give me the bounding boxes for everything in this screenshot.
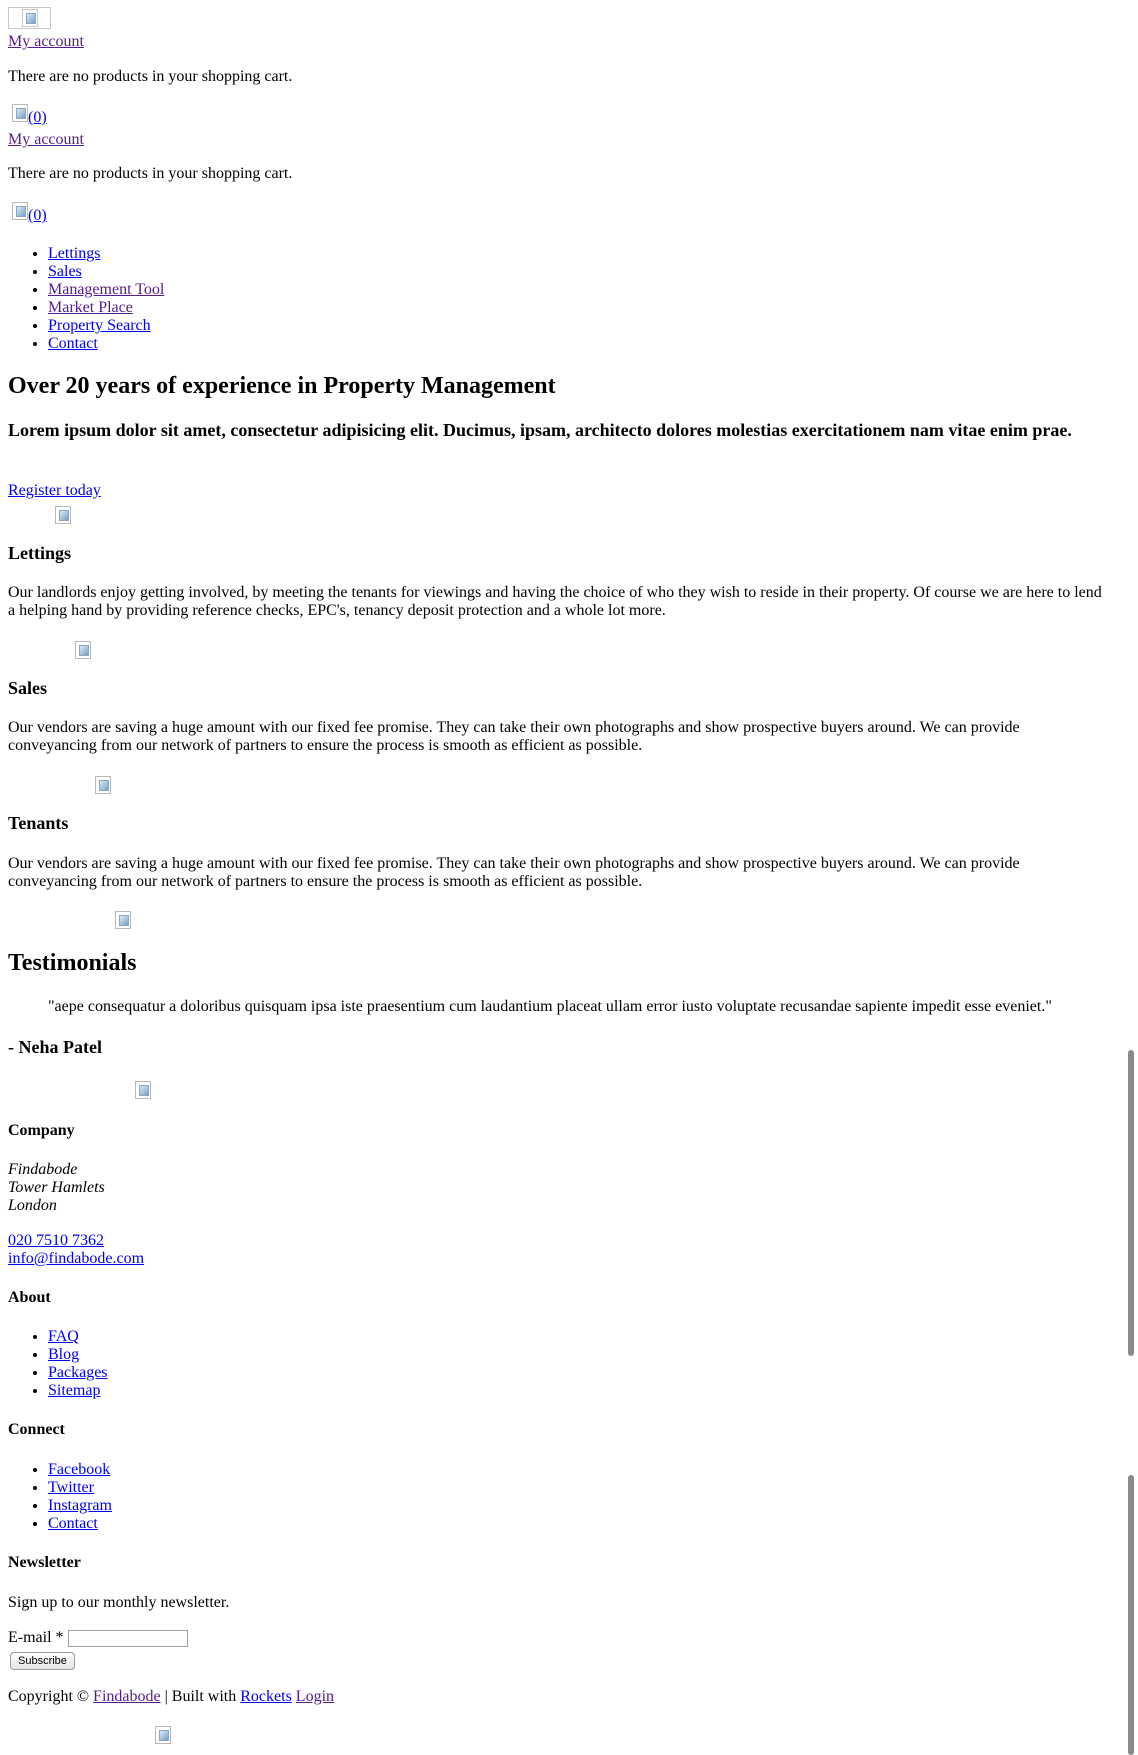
- footer-company-title: Company: [8, 1122, 75, 1139]
- cart-widget-mobile: [12, 202, 47, 225]
- hero-image-icon: [55, 506, 71, 524]
- footer-connect-item: [48, 1497, 112, 1515]
- company-email-link[interactable]: info@findabode.com: [8, 1250, 145, 1267]
- scrollbar-thumb-lower[interactable]: [1128, 1475, 1134, 1755]
- copyright-brand-link[interactable]: Findabode: [93, 1688, 161, 1705]
- footer-about-item: [48, 1364, 108, 1382]
- sales-image-icon: [75, 641, 91, 659]
- testimonial-quote: "aepe consequatur a doloribus quisquam ipsa iste praesentium cum laudantium placeat ullam error iusto voluptate recusandae sapiente impedit esse eveniet.": [48, 998, 1052, 1015]
- cart-icon: [12, 104, 28, 122]
- nav-link-market-place[interactable]: Market Place: [48, 299, 133, 316]
- copyright-line: [8, 1688, 334, 1706]
- footer-about-item: [48, 1382, 108, 1400]
- service-title-sales: Sales: [8, 678, 48, 698]
- my-account-link-mobile[interactable]: My account: [8, 131, 84, 148]
- newsletter-form: [8, 1629, 188, 1647]
- service-title-tenants: Tenants: [8, 813, 69, 833]
- hero-title: Over 20 years of experience in Property Management: [8, 373, 556, 399]
- nav-item-sales: [48, 263, 164, 281]
- nav-item-management-tool: [48, 281, 164, 299]
- tenants-image-icon: [95, 776, 111, 794]
- nav-link-contact[interactable]: Contact: [48, 335, 98, 352]
- nav-item-market-place: [48, 299, 164, 317]
- copyright-mid: | Built with: [160, 1688, 241, 1705]
- footer-connect-item: [48, 1479, 112, 1497]
- hero-subtitle: Lorem ipsum dolor sit amet, consectetur adipisicing elit. Ducimus, ipsam, architecto dolores molestias exercitationem nam vitae enim prae.: [8, 420, 1072, 440]
- email-label: E-mail *: [8, 1629, 64, 1646]
- footer-link-instagram[interactable]: Instagram: [48, 1497, 112, 1514]
- footer-image-icon: [135, 1081, 151, 1099]
- nav-link-lettings[interactable]: Lettings: [48, 245, 101, 262]
- main-navigation: [8, 245, 164, 353]
- testimonials-image-icon: [115, 911, 131, 929]
- nav-item-contact: [48, 335, 164, 353]
- service-text-sales: Our vendors are saving a huge amount with our fixed fee promise. They can take their own photographs and show prospective buyers around. We can provide conveyancing from our network of partners to ensure the process is smooth as efficient as possible.: [8, 719, 1020, 754]
- address-line-city: London: [8, 1197, 57, 1214]
- newsletter-email-input[interactable]: [68, 1630, 188, 1647]
- service-text-lettings: Our landlords enjoy getting involved, by meeting the tenants for viewings and having the choice of who they wish to reside in their property. Of course we are here to lend a helping hand by providing reference checks, EPC's, tenancy deposit protection and a whole lot more.: [8, 584, 1102, 619]
- nav-item-lettings: [48, 245, 164, 263]
- cart-count-link[interactable]: (0): [28, 109, 47, 126]
- testimonials-title: Testimonials: [8, 950, 137, 976]
- cart-empty-text: There are no products in your shopping cart.: [8, 68, 293, 85]
- address-line-name: Findabode: [8, 1161, 78, 1178]
- newsletter-text: Sign up to our monthly newsletter.: [8, 1594, 230, 1611]
- footer-connect-title: Connect: [8, 1421, 65, 1438]
- cart-count-link-mobile[interactable]: (0): [28, 207, 47, 224]
- register-today-link[interactable]: Register today: [8, 482, 101, 499]
- footer-about-item: [48, 1328, 108, 1346]
- footer-about-item: [48, 1346, 108, 1364]
- scrollbar-thumb-upper[interactable]: [1128, 1050, 1134, 1356]
- built-with-link[interactable]: Rockets: [240, 1688, 292, 1705]
- footer-connect-item: [48, 1461, 112, 1479]
- site-logo[interactable]: [8, 7, 51, 29]
- footer-link-faq[interactable]: FAQ: [48, 1328, 79, 1345]
- company-phone-link[interactable]: 020 7510 7362: [8, 1232, 104, 1249]
- footer-connect-item: [48, 1515, 112, 1533]
- footer-link-facebook[interactable]: Facebook: [48, 1461, 111, 1478]
- footer-link-contact[interactable]: Contact: [48, 1515, 98, 1532]
- service-title-lettings: Lettings: [8, 543, 71, 563]
- footer-link-twitter[interactable]: Twitter: [48, 1479, 94, 1496]
- footer-connect-list: [8, 1461, 112, 1533]
- footer-link-packages[interactable]: Packages: [48, 1364, 108, 1381]
- footer-link-blog[interactable]: Blog: [48, 1346, 80, 1363]
- footer-newsletter-title: Newsletter: [8, 1554, 81, 1571]
- nav-link-property-search[interactable]: Property Search: [48, 317, 151, 334]
- service-text-tenants: Our vendors are saving a huge amount with our fixed fee promise. They can take their own photographs and show prospective buyers around. We can provide conveyancing from our network of partners to ensure the process is smooth as efficient as possible.: [8, 855, 1020, 890]
- footer-link-sitemap[interactable]: Sitemap: [48, 1382, 101, 1399]
- footer-about-list: [8, 1328, 108, 1400]
- nav-link-sales[interactable]: Sales: [48, 263, 82, 280]
- nav-item-property-search: [48, 317, 164, 335]
- copyright-prefix: Copyright ©: [8, 1688, 94, 1705]
- cart-empty-text-mobile: There are no products in your shopping cart.: [8, 165, 293, 182]
- testimonial-author: - Neha Patel: [8, 1037, 102, 1057]
- site-logo-image-icon: [22, 9, 38, 27]
- nav-link-management-tool[interactable]: Management Tool: [48, 281, 165, 298]
- address-line-area: Tower Hamlets: [8, 1179, 105, 1196]
- footer-about-title: About: [8, 1289, 51, 1306]
- login-link[interactable]: Login: [295, 1688, 335, 1705]
- footer-bottom-image-icon: [155, 1726, 171, 1744]
- company-address: [8, 1161, 105, 1215]
- subscribe-button[interactable]: Subscribe: [10, 1652, 75, 1670]
- cart-icon: [12, 202, 28, 220]
- my-account-link[interactable]: My account: [8, 33, 84, 50]
- cart-widget: [12, 104, 47, 127]
